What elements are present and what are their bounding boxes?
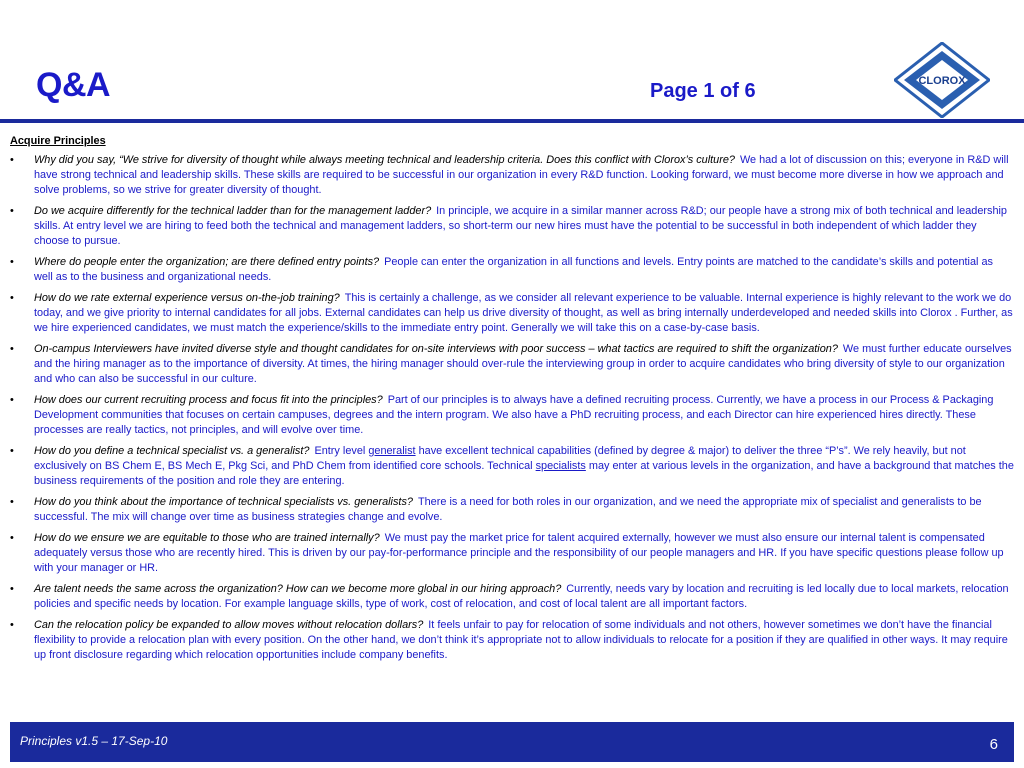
footer-version: Principles v1.5 – 17-Sep-10 — [20, 734, 168, 748]
answer-text: It feels unfair to pay for relocation of some individuals and not others, however sometimes we don’t have the financial flexibility to provide a relocation plan with every position. On the other hand, we don’t think it’s appropriate not to allow individuals to relocate for a position if they are qualified in other ways. It may require up front disclosure regarding which relocation opportunities include company benefits. — [34, 619, 1008, 661]
bullet-glyph: • — [10, 619, 14, 631]
list-item — [10, 291, 1014, 336]
answer-text: Currently, needs vary by location and recruiting is led locally due to local markets, relocation policies and specific needs by location. For example language skills, type of work, cost of relocation, and cost of local talent are all important factors. — [34, 583, 1009, 610]
section-heading: Acquire Principles — [10, 135, 106, 147]
question-text: How does our current recruiting process and focus fit into the principles? — [34, 394, 383, 406]
answer-text: We had a lot of discussion on this; everyone in R&D will have strong technical and leadership skills. These skills are required to be successful in our organization in every R&D function. Looking forward, we must become more diverse in how we approach and solve problems, so we strive for greater diversity of thought. — [34, 154, 1009, 196]
answer-underlined-term: specialists — [535, 460, 586, 472]
question-text: Why did you say, “We strive for diversity of thought while always meeting technical and leadership criteria. Does this conflict with Clorox’s culture? — [34, 154, 735, 166]
answer-text-start: Entry level — [314, 445, 369, 457]
page-title: Q&A — [36, 66, 111, 104]
answer-text: We must pay the market price for talent acquired externally, however we must also ensure our internal talent is compensated adequately versus those who are recently hired. This is driven by our pay-for-performance principle and the responsibility of our people managers and HR. If you have specific questions please follow up with your manager or HR. — [34, 532, 1004, 574]
header-divider — [0, 119, 1024, 123]
list-item — [10, 342, 1014, 387]
list-item — [10, 582, 1014, 612]
bullet-glyph: • — [10, 445, 14, 457]
question-text: Where do people enter the organization; are there defined entry points? — [34, 256, 380, 268]
bullet-glyph: • — [10, 205, 14, 217]
logo-wordmark: CLOROX — [918, 75, 966, 87]
question-text: How do we rate external experience versus on-the-job training? — [34, 292, 340, 304]
answer-text: We must further educate ourselves and the hiring manager as to the importance of diversity. At times, the hiring manager should over-rule the interviewing group in order to acquire candidates who bring diversity of style to our organization and who can also be successful in our culture. — [34, 343, 1012, 385]
list-item — [10, 495, 1014, 525]
clorox-diamond-logo — [894, 42, 990, 118]
list-item — [10, 618, 1014, 663]
question-text: Are talent needs the same across the organization? How can we become more global in our hiring approach? — [34, 583, 562, 595]
list-item — [10, 531, 1014, 576]
footer-bar — [10, 722, 1014, 762]
bullet-glyph: • — [10, 292, 14, 304]
list-item — [10, 444, 1014, 489]
list-item — [10, 393, 1014, 438]
bullet-glyph: • — [10, 343, 14, 355]
answer-text: Part of our principles is to always have a defined recruiting process. Currently, we have a process in our Process & Packaging Development communities that focuses on certain campuses, degrees and the intern program. We also have a PhD recruiting process, and each Director can hire experienced hires directly. These processes are really tactics, not principles, and will evolve over time. — [34, 394, 994, 436]
question-text: Can the relocation policy be expanded to allow moves without relocation dollars? — [34, 619, 424, 631]
bullet-glyph: • — [10, 154, 14, 166]
list-item — [10, 153, 1014, 198]
bullet-glyph: • — [10, 496, 14, 508]
question-text: How do you think about the importance of technical specialists vs. generalists? — [34, 496, 413, 508]
answer-text: People can enter the organization in all functions and levels. Entry points are matched to the candidate’s skills and potential as well as to the business and organizational needs. — [34, 256, 993, 283]
list-item — [10, 255, 1014, 285]
answer-text-end: may enter at various levels in the organization, and have a background that matches the business requirements of the position and role they are entering. — [34, 460, 1014, 487]
answer-text: This is certainly a challenge, as we consider all relevant experience to be valuable. Internal experience is highly relevant to the work we do today, and we give priority to internal candidates for all jobs. External candidates can help us drive diversity of thought, as well as bring internally underdeveloped and needed skills into Clorox . Further, as we hire experienced candidates, we must match the experience/skills to the immediate entry point. Generally we will take this on a case-by-case basis. — [34, 292, 1013, 334]
page-indicator: Page 1 of 6 — [650, 80, 756, 102]
qa-list — [10, 153, 1014, 663]
footer-page-number: 6 — [989, 736, 998, 753]
bullet-glyph: • — [10, 532, 14, 544]
question-text: How do you define a technical specialist vs. a generalist? — [34, 445, 310, 457]
question-text: How do we ensure we are equitable to those who are trained internally? — [34, 532, 380, 544]
list-item — [10, 204, 1014, 249]
bullet-glyph: • — [10, 583, 14, 595]
answer-underlined-term: generalist — [368, 445, 416, 457]
qa-content — [10, 134, 1014, 669]
question-text: Do we acquire differently for the technical ladder than for the management ladder? — [34, 205, 432, 217]
question-text: On-campus Interviewers have invited diverse style and thought candidates for on-site interviews with poor success – what tactics are required to shift the organization? — [34, 343, 838, 355]
answer-text: In principle, we acquire in a similar manner across R&D; our people have a strong mix of both technical and leadership skills. At entry level we are hiring to feed both the technical and management ladders, so short-term our new hires must have the potential to be successful in both independent of which ladder they choose to pursue. — [34, 205, 1007, 247]
answer-text-middle: have excellent technical capabilities (defined by degree & major) to deliver the three “P’s”. We rely heavily, but not exclusively on BS Chem E, BS Mech E, Pkg Sci, and PhD Chem from identified core schools. Technical — [34, 445, 966, 472]
bullet-glyph: • — [10, 394, 14, 406]
bullet-glyph: • — [10, 256, 14, 268]
answer-text: There is a need for both roles in our organization, and we need the appropriate mix of specialist and generalists to be successful. The mix will change over time as business strategies change and evolve. — [34, 496, 982, 523]
